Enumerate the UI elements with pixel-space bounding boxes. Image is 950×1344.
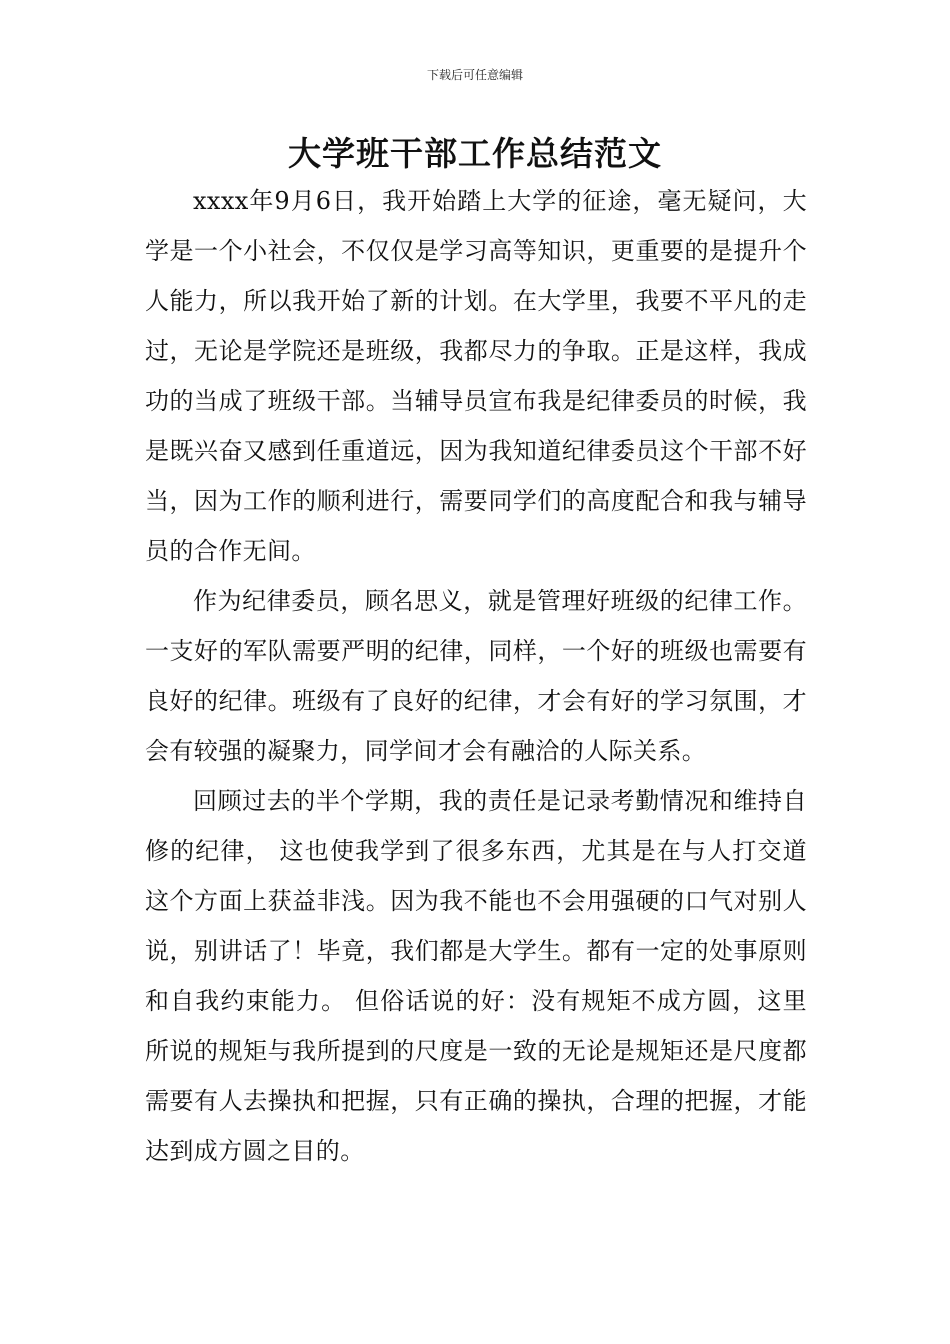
header-note: 下载后可任意编辑 xyxy=(426,68,523,82)
document-body xyxy=(145,176,807,1176)
document-title: 大学班干部工作总结范文 xyxy=(288,134,662,173)
paragraph-3: 回顾过去的半个学期，我的责任是记录考勤情况和维持自修的纪律， 这也使我学到了很多东西，尤其是在与人打交道这个方面上获益非浅。因为我不能也不会用强硬的口气对别人说，别讲话了！毕竟，我们都是大学生。都有一定的处事原则和自我约束能力。 但俗话说的好：没有规矩不成方圆，这里所说的规矩与我所提到的尺度是一致的无论是规矩还是尺度都需要有人去操执和把握，只有正确的操执，合理的把握，才能达到成方圆之目的。 xyxy=(145,787,807,1165)
paragraph-2: 作为纪律委员，顾名思义，就是管理好班级的纪律工作。一支好的军队需要严明的纪律，同样，一个好的班级也需要有良好的纪律。班级有了良好的纪律，才会有好的学习氛围，才会有较强的凝聚力，同学间才会有融洽的人际关系。 xyxy=(145,587,807,765)
paragraph-1: xxxx年9月6日，我开始踏上大学的征途，毫无疑问，大学是一个小社会，不仅仅是学习高等知识，更重要的是提升个人能力，所以我开始了新的计划。在大学里，我要不平凡的走过，无论是学院还是班级，我都尽力的争取。正是这样，我成功的当成了班级干部。当辅导员宣布我是纪律委员的时候，我是既兴奋又感到任重道远，因为我知道纪律委员这个干部不好当，因为工作的顺利进行，需要同学们的高度配合和我与辅导员的合作无间。 xyxy=(145,187,807,565)
